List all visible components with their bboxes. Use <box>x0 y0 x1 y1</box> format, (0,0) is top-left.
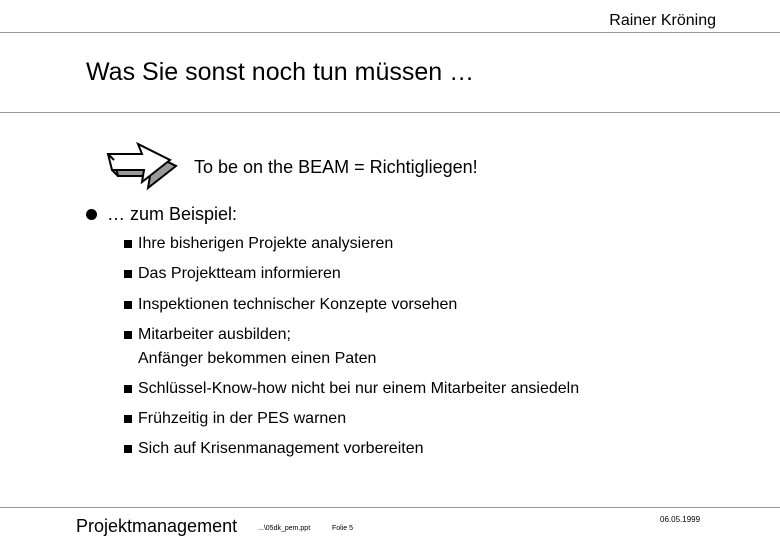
list-item-line: Mitarbeiter ausbilden; <box>138 326 291 343</box>
bullet-icon <box>124 270 132 278</box>
footer-rule <box>0 507 780 508</box>
footer-date: 06.05.1999 <box>660 515 701 524</box>
list-item-text: Frühzeitig in der PES warnen <box>138 410 347 427</box>
header-rule <box>0 32 780 33</box>
lead-bullet <box>86 204 237 225</box>
footer-course: Projektmanagement <box>76 516 238 536</box>
bullet-icon <box>124 415 132 423</box>
list-item-text <box>138 323 376 371</box>
list-item-text: Schlüssel-Know-how nicht bei nur einem Mitarbeiter ansiedeln <box>138 380 580 397</box>
list-item <box>124 323 376 371</box>
lead-text: … zum Beispiel: <box>107 204 238 224</box>
list-item <box>124 293 457 317</box>
list-item-text: Ihre bisherigen Projekte analysieren <box>138 235 394 252</box>
bullet-icon <box>124 385 132 393</box>
bullet-icon <box>86 209 97 220</box>
list-item <box>124 262 341 286</box>
list-item <box>124 232 393 256</box>
callout-text: To be on the BEAM = Richtigliegen! <box>194 157 478 177</box>
bullet-icon <box>124 445 132 453</box>
slide-title: Was Sie sonst noch tun müssen … <box>86 58 475 86</box>
list-item-line: Anfänger bekommen einen Paten <box>138 350 377 367</box>
list-item-text: Sich auf Krisenmanagement vorbereiten <box>138 440 424 457</box>
arrow-right-icon <box>104 136 184 198</box>
footer-slide-number: Folie 5 <box>332 525 354 532</box>
author-name: Rainer Kröning <box>609 12 716 29</box>
bullet-icon <box>124 301 132 309</box>
footer-path: ...\05dk_pem.ppt <box>258 525 311 532</box>
list-item-text: Inspektionen technischer Konzepte vorsehen <box>138 296 458 313</box>
list-item <box>124 437 424 461</box>
bullet-icon <box>124 240 132 248</box>
bullet-icon <box>124 331 132 339</box>
list-item <box>124 377 579 401</box>
list-item <box>124 407 346 431</box>
list-item-text: Das Projektteam informieren <box>138 265 341 282</box>
title-rule <box>0 112 780 113</box>
